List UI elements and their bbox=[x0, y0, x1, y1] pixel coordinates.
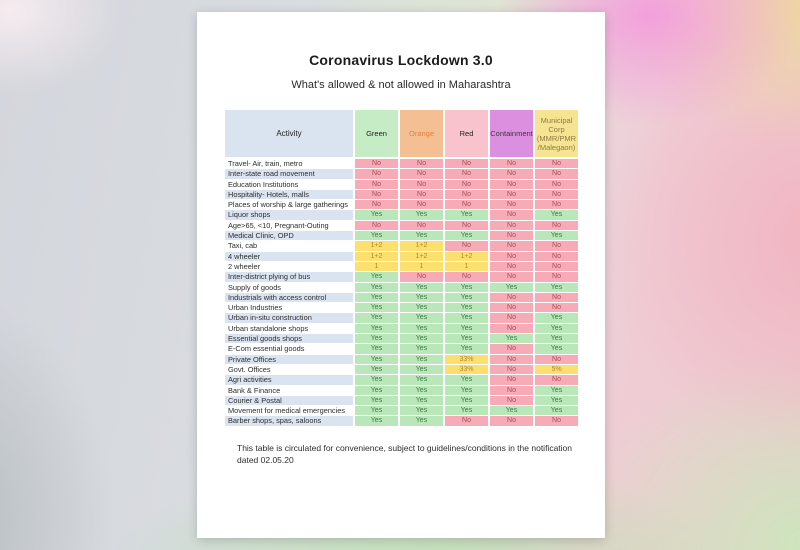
value-cell: No bbox=[490, 313, 533, 322]
value-cell: Yes bbox=[445, 210, 488, 219]
value-cell: Yes bbox=[355, 324, 398, 333]
table-row bbox=[225, 324, 578, 333]
value-cell: Yes bbox=[535, 406, 578, 415]
value-cell: Yes bbox=[400, 313, 443, 322]
value-cell: No bbox=[490, 272, 533, 281]
activity-cell: Medical Clinic, OPD bbox=[225, 231, 353, 240]
value-cell: No bbox=[490, 252, 533, 261]
footer-line-1: This table is circulated for convenience, subject to guidelines/conditions in the notification bbox=[237, 442, 572, 453]
value-cell: 1+2 bbox=[400, 252, 443, 261]
value-cell: Yes bbox=[400, 406, 443, 415]
value-cell: No bbox=[445, 221, 488, 230]
value-cell: No bbox=[490, 221, 533, 230]
value-cell: No bbox=[355, 221, 398, 230]
value-cell: No bbox=[535, 262, 578, 271]
value-cell: Yes bbox=[400, 355, 443, 364]
table-row bbox=[225, 386, 578, 395]
value-cell: No bbox=[400, 221, 443, 230]
table-row bbox=[225, 159, 578, 168]
table-row bbox=[225, 344, 578, 353]
value-cell: No bbox=[490, 200, 533, 209]
activity-cell: Travel- Air, train, metro bbox=[225, 159, 353, 168]
activity-cell: Inter-district plying of bus bbox=[225, 272, 353, 281]
value-cell: 1+2 bbox=[355, 241, 398, 250]
activity-cell: Hospitality- Hotels, malls bbox=[225, 190, 353, 199]
value-cell: No bbox=[535, 416, 578, 425]
value-cell: Yes bbox=[355, 334, 398, 343]
value-cell: No bbox=[400, 169, 443, 178]
value-cell: No bbox=[400, 159, 443, 168]
lockdown-table bbox=[225, 110, 578, 426]
table-row bbox=[225, 169, 578, 178]
value-cell: 1+2 bbox=[445, 252, 488, 261]
value-cell: Yes bbox=[400, 365, 443, 374]
value-cell: No bbox=[355, 180, 398, 189]
table-row bbox=[225, 272, 578, 281]
value-cell: Yes bbox=[490, 406, 533, 415]
value-cell: Yes bbox=[400, 386, 443, 395]
activity-cell: Industrials with access control bbox=[225, 293, 353, 302]
table-row bbox=[225, 303, 578, 312]
activity-cell: Barber shops, spas, saloons bbox=[225, 416, 353, 425]
value-cell: No bbox=[490, 293, 533, 302]
page-title: Coronavirus Lockdown 3.0 bbox=[309, 52, 493, 68]
value-cell: 1 bbox=[355, 262, 398, 271]
table-body bbox=[225, 159, 578, 426]
activity-cell: Bank & Finance bbox=[225, 386, 353, 395]
activity-cell: Movement for medical emergencies bbox=[225, 406, 353, 415]
value-cell: No bbox=[445, 416, 488, 425]
value-cell: Yes bbox=[355, 355, 398, 364]
column-header-municipal: Municipal Corp (MMR/PMR /Malegaon) bbox=[535, 110, 578, 157]
table-row bbox=[225, 200, 578, 209]
value-cell: 33% bbox=[445, 355, 488, 364]
value-cell: No bbox=[445, 180, 488, 189]
value-cell: No bbox=[490, 169, 533, 178]
document-page bbox=[197, 12, 605, 538]
value-cell: Yes bbox=[445, 283, 488, 292]
value-cell: Yes bbox=[400, 344, 443, 353]
column-header-red: Red bbox=[445, 110, 488, 157]
table-row bbox=[225, 313, 578, 322]
value-cell: Yes bbox=[445, 375, 488, 384]
value-cell: Yes bbox=[400, 416, 443, 425]
value-cell: No bbox=[535, 190, 578, 199]
value-cell: No bbox=[490, 386, 533, 395]
activity-cell: Agri activities bbox=[225, 375, 353, 384]
value-cell: Yes bbox=[445, 396, 488, 405]
activity-cell: Education Institutions bbox=[225, 180, 353, 189]
value-cell: No bbox=[490, 262, 533, 271]
value-cell: No bbox=[490, 241, 533, 250]
activity-cell: Places of worship & large gatherings bbox=[225, 200, 353, 209]
value-cell: Yes bbox=[400, 396, 443, 405]
activity-cell: Age>65, <10, Pregnant-Outing bbox=[225, 221, 353, 230]
value-cell: 1 bbox=[445, 262, 488, 271]
activity-cell: Govt. Offices bbox=[225, 365, 353, 374]
table-row bbox=[225, 334, 578, 343]
value-cell: No bbox=[445, 272, 488, 281]
value-cell: No bbox=[490, 375, 533, 384]
value-cell: No bbox=[355, 159, 398, 168]
value-cell: No bbox=[445, 159, 488, 168]
footer-note bbox=[237, 443, 593, 467]
value-cell: Yes bbox=[355, 406, 398, 415]
value-cell: No bbox=[400, 200, 443, 209]
value-cell: No bbox=[535, 375, 578, 384]
table-row bbox=[225, 416, 578, 425]
value-cell: Yes bbox=[400, 375, 443, 384]
value-cell: Yes bbox=[355, 231, 398, 240]
activity-cell: Urban Industries bbox=[225, 303, 353, 312]
value-cell: No bbox=[535, 355, 578, 364]
value-cell: Yes bbox=[355, 313, 398, 322]
value-cell: No bbox=[490, 210, 533, 219]
value-cell: No bbox=[490, 303, 533, 312]
value-cell: Yes bbox=[355, 365, 398, 374]
table-row bbox=[225, 210, 578, 219]
activity-cell: 2 wheeler bbox=[225, 262, 353, 271]
value-cell: 5% bbox=[535, 365, 578, 374]
activity-cell: Liquor shops bbox=[225, 210, 353, 219]
value-cell: Yes bbox=[355, 416, 398, 425]
value-cell: No bbox=[535, 180, 578, 189]
table-row bbox=[225, 221, 578, 230]
value-cell: Yes bbox=[445, 293, 488, 302]
value-cell: No bbox=[400, 180, 443, 189]
activity-cell: Courier & Postal bbox=[225, 396, 353, 405]
table-row bbox=[225, 375, 578, 384]
value-cell: No bbox=[490, 365, 533, 374]
value-cell: Yes bbox=[355, 386, 398, 395]
value-cell: Yes bbox=[445, 231, 488, 240]
value-cell: Yes bbox=[535, 386, 578, 395]
value-cell: No bbox=[535, 159, 578, 168]
value-cell: Yes bbox=[400, 293, 443, 302]
column-header-orange: Orange bbox=[400, 110, 443, 157]
value-cell: No bbox=[535, 252, 578, 261]
activity-cell: Inter-state road movement bbox=[225, 169, 353, 178]
activity-cell: Private Offices bbox=[225, 355, 353, 364]
value-cell: No bbox=[490, 190, 533, 199]
value-cell: No bbox=[535, 200, 578, 209]
value-cell: No bbox=[445, 241, 488, 250]
value-cell: Yes bbox=[445, 324, 488, 333]
value-cell: No bbox=[400, 190, 443, 199]
table-row bbox=[225, 365, 578, 374]
value-cell: No bbox=[355, 169, 398, 178]
value-cell: No bbox=[490, 159, 533, 168]
value-cell: 1 bbox=[400, 262, 443, 271]
value-cell: Yes bbox=[535, 231, 578, 240]
value-cell: Yes bbox=[445, 313, 488, 322]
value-cell: No bbox=[490, 355, 533, 364]
value-cell: Yes bbox=[535, 344, 578, 353]
activity-cell: Urban in-situ construction bbox=[225, 313, 353, 322]
column-header-containment: Containment bbox=[490, 110, 533, 157]
value-cell: Yes bbox=[535, 324, 578, 333]
table-row bbox=[225, 241, 578, 250]
table-row bbox=[225, 231, 578, 240]
value-cell: Yes bbox=[400, 231, 443, 240]
value-cell: No bbox=[535, 169, 578, 178]
table-row bbox=[225, 406, 578, 415]
value-cell: No bbox=[490, 324, 533, 333]
activity-cell: Taxi, cab bbox=[225, 241, 353, 250]
column-header-activity: Activity bbox=[225, 110, 353, 157]
activity-cell: Urban standalone shops bbox=[225, 324, 353, 333]
value-cell: Yes bbox=[355, 303, 398, 312]
value-cell: Yes bbox=[355, 344, 398, 353]
value-cell: Yes bbox=[355, 210, 398, 219]
value-cell: Yes bbox=[490, 283, 533, 292]
value-cell: No bbox=[535, 303, 578, 312]
value-cell: Yes bbox=[400, 324, 443, 333]
table-row bbox=[225, 190, 578, 199]
table-row bbox=[225, 180, 578, 189]
page-subtitle: What's allowed & not allowed in Maharashtra bbox=[291, 79, 511, 91]
value-cell: Yes bbox=[355, 283, 398, 292]
value-cell: Yes bbox=[355, 375, 398, 384]
value-cell: Yes bbox=[535, 334, 578, 343]
value-cell: Yes bbox=[355, 293, 398, 302]
value-cell: No bbox=[535, 272, 578, 281]
table-row bbox=[225, 252, 578, 261]
table-row bbox=[225, 283, 578, 292]
value-cell: Yes bbox=[445, 406, 488, 415]
table-row bbox=[225, 355, 578, 364]
value-cell: No bbox=[490, 396, 533, 405]
value-cell: Yes bbox=[400, 210, 443, 219]
value-cell: Yes bbox=[355, 396, 398, 405]
table-row bbox=[225, 262, 578, 271]
value-cell: No bbox=[535, 221, 578, 230]
value-cell: No bbox=[490, 416, 533, 425]
value-cell: No bbox=[445, 169, 488, 178]
footer-line-2: dated 02.05.20 bbox=[237, 454, 294, 465]
value-cell: Yes bbox=[445, 303, 488, 312]
activity-cell: E-Com essential goods bbox=[225, 344, 353, 353]
value-cell: No bbox=[445, 190, 488, 199]
value-cell: Yes bbox=[445, 344, 488, 353]
value-cell: No bbox=[535, 241, 578, 250]
value-cell: No bbox=[355, 190, 398, 199]
value-cell: 1+2 bbox=[400, 241, 443, 250]
value-cell: No bbox=[355, 200, 398, 209]
activity-cell: 4 wheeler bbox=[225, 252, 353, 261]
value-cell: No bbox=[490, 180, 533, 189]
activity-cell: Supply of goods bbox=[225, 283, 353, 292]
table-row bbox=[225, 396, 578, 405]
value-cell: Yes bbox=[445, 334, 488, 343]
value-cell: Yes bbox=[535, 396, 578, 405]
value-cell: Yes bbox=[355, 272, 398, 281]
value-cell: Yes bbox=[400, 334, 443, 343]
value-cell: 33% bbox=[445, 365, 488, 374]
value-cell: Yes bbox=[400, 303, 443, 312]
value-cell: 1+2 bbox=[355, 252, 398, 261]
table-header-row bbox=[225, 110, 578, 157]
value-cell: Yes bbox=[400, 283, 443, 292]
value-cell: Yes bbox=[535, 210, 578, 219]
value-cell: No bbox=[490, 231, 533, 240]
value-cell: No bbox=[535, 293, 578, 302]
value-cell: Yes bbox=[535, 313, 578, 322]
value-cell: No bbox=[490, 344, 533, 353]
table-row bbox=[225, 293, 578, 302]
activity-cell: Essential goods shops bbox=[225, 334, 353, 343]
column-header-green: Green bbox=[355, 110, 398, 157]
value-cell: No bbox=[445, 200, 488, 209]
value-cell: Yes bbox=[445, 386, 488, 395]
value-cell: Yes bbox=[535, 283, 578, 292]
value-cell: No bbox=[400, 272, 443, 281]
value-cell: Yes bbox=[490, 334, 533, 343]
